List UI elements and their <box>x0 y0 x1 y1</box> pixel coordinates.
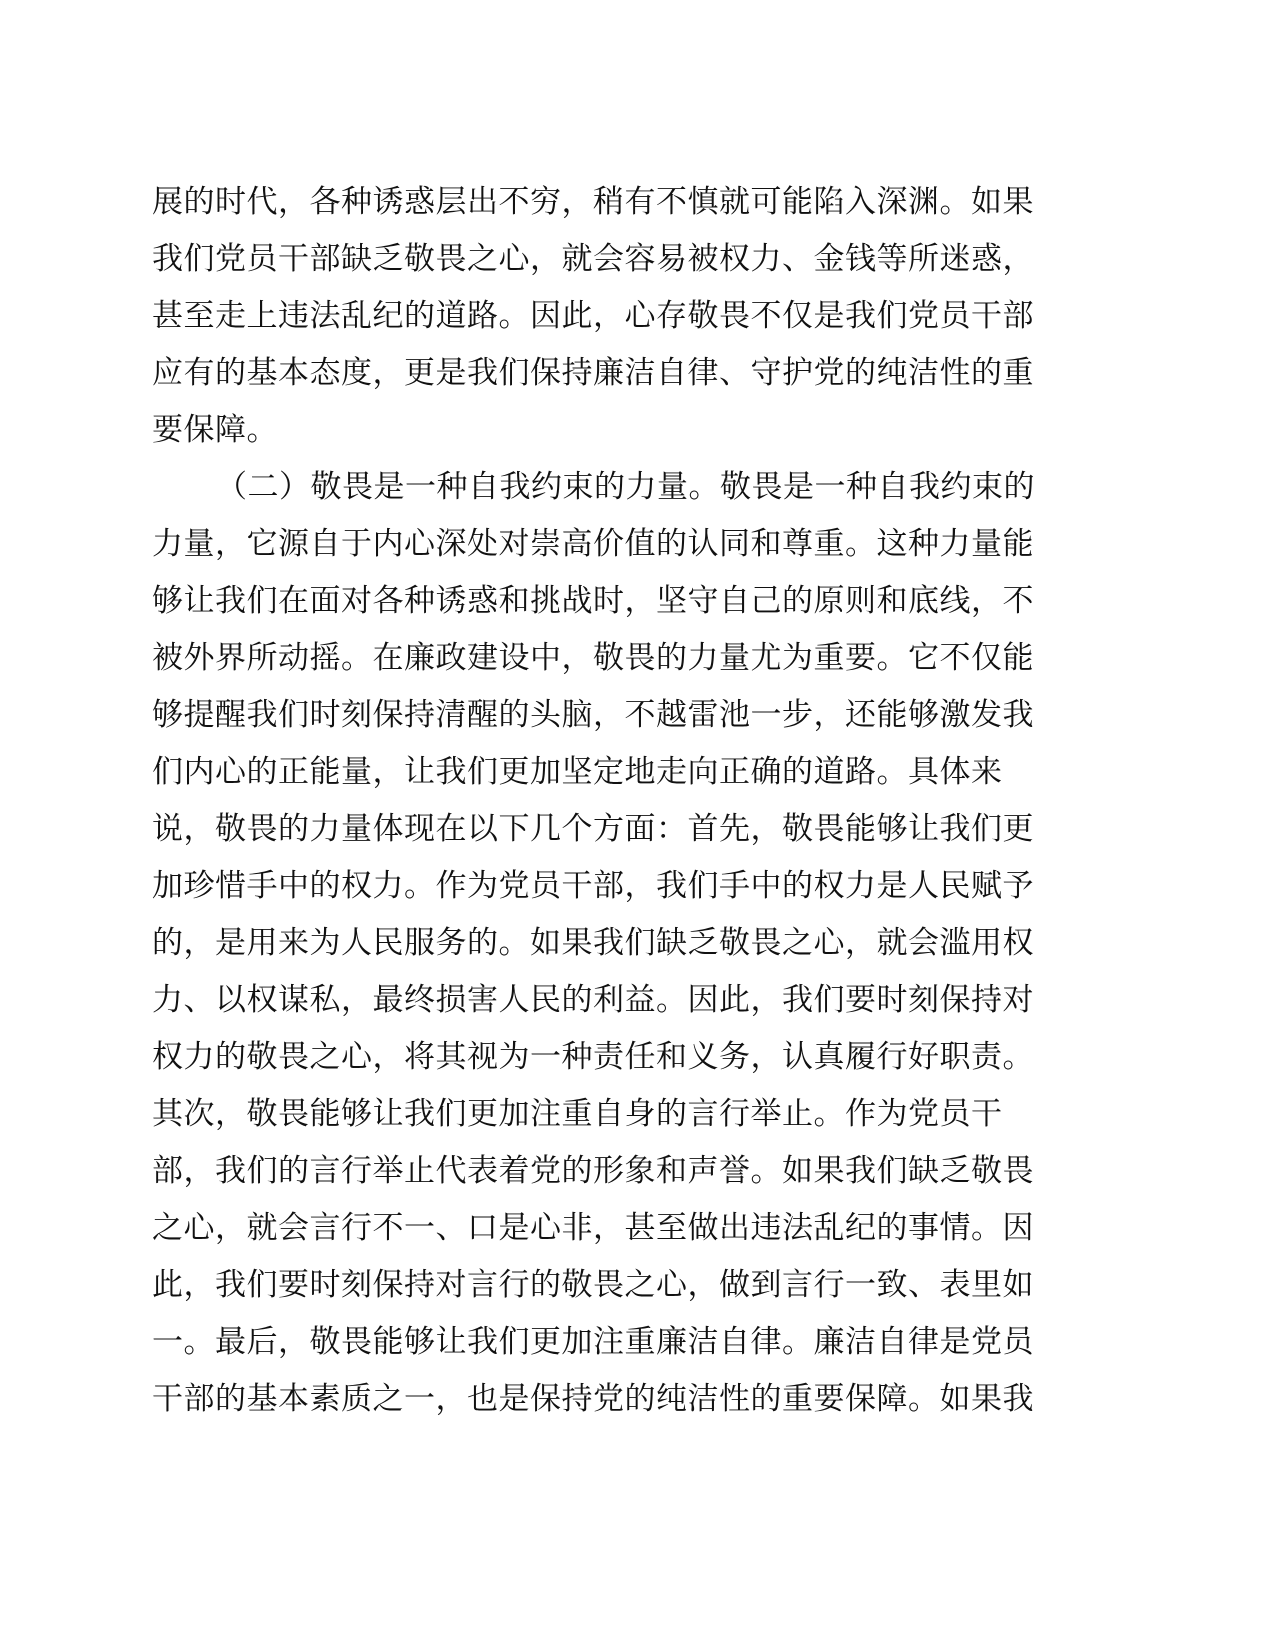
text-line: 力、以权谋私，最终损害人民的利益。因此，我们要时刻保持对 <box>152 982 1034 1018</box>
text-line: 此，我们要时刻保持对言行的敬畏之心，做到言行一致、表里如 <box>152 1267 1034 1303</box>
text-line: 要保障。 <box>152 412 278 448</box>
text-line: 们内心的正能量，让我们更加坚定地走向正确的道路。具体来 <box>152 754 1003 790</box>
text-line: 一。最后，敬畏能够让我们更加注重廉洁自律。廉洁自律是党员 <box>152 1324 1034 1360</box>
text-line: 之心，就会言行不一、口是心非，甚至做出违法乱纪的事情。因 <box>152 1210 1034 1246</box>
text-line: 说，敬畏的力量体现在以下几个方面：首先，敬畏能够让我们更 <box>152 811 1034 847</box>
text-line: 展的时代，各种诱惑层出不穷，稍有不慎就可能陷入深渊。如果 <box>152 184 1034 220</box>
text-line: 甚至走上违法乱纪的道路。因此，心存敬畏不仅是我们党员干部 <box>152 298 1034 334</box>
paragraph-1 <box>152 174 1082 459</box>
text-line: 其次，敬畏能够让我们更加注重自身的言行举止。作为党员干 <box>152 1096 1003 1132</box>
text-line: 的，是用来为人民服务的。如果我们缺乏敬畏之心，就会滥用权 <box>152 925 1034 961</box>
text-line: 够让我们在面对各种诱惑和挑战时，坚守自己的原则和底线，不 <box>152 583 1034 619</box>
text-line: 权力的敬畏之心，将其视为一种责任和义务，认真履行好职责。 <box>152 1039 1034 1075</box>
text-line: 我们党员干部缺乏敬畏之心，就会容易被权力、金钱等所迷惑， <box>152 241 1034 277</box>
text-line: 力量，它源自于内心深处对崇高价值的认同和尊重。这种力量能 <box>152 526 1034 562</box>
text-line: 被外界所动摇。在廉政建设中，敬畏的力量尤为重要。它不仅能 <box>152 640 1034 676</box>
text-line: 应有的基本态度，更是我们保持廉洁自律、守护党的纯洁性的重 <box>152 355 1034 391</box>
text-line: 部，我们的言行举止代表着党的形象和声誉。如果我们缺乏敬畏 <box>152 1153 1034 1189</box>
paragraph-2 <box>152 459 1082 1428</box>
text-line: 干部的基本素质之一，也是保持党的纯洁性的重要保障。如果我 <box>152 1381 1034 1417</box>
text-line: 加珍惜手中的权力。作为党员干部，我们手中的权力是人民赋予 <box>152 868 1034 904</box>
text-line: 够提醒我们时刻保持清醒的头脑，不越雷池一步，还能够激发我 <box>152 697 1034 733</box>
paragraph-heading-line: （二）敬畏是一种自我约束的力量。敬畏是一种自我约束的 <box>216 469 1035 505</box>
